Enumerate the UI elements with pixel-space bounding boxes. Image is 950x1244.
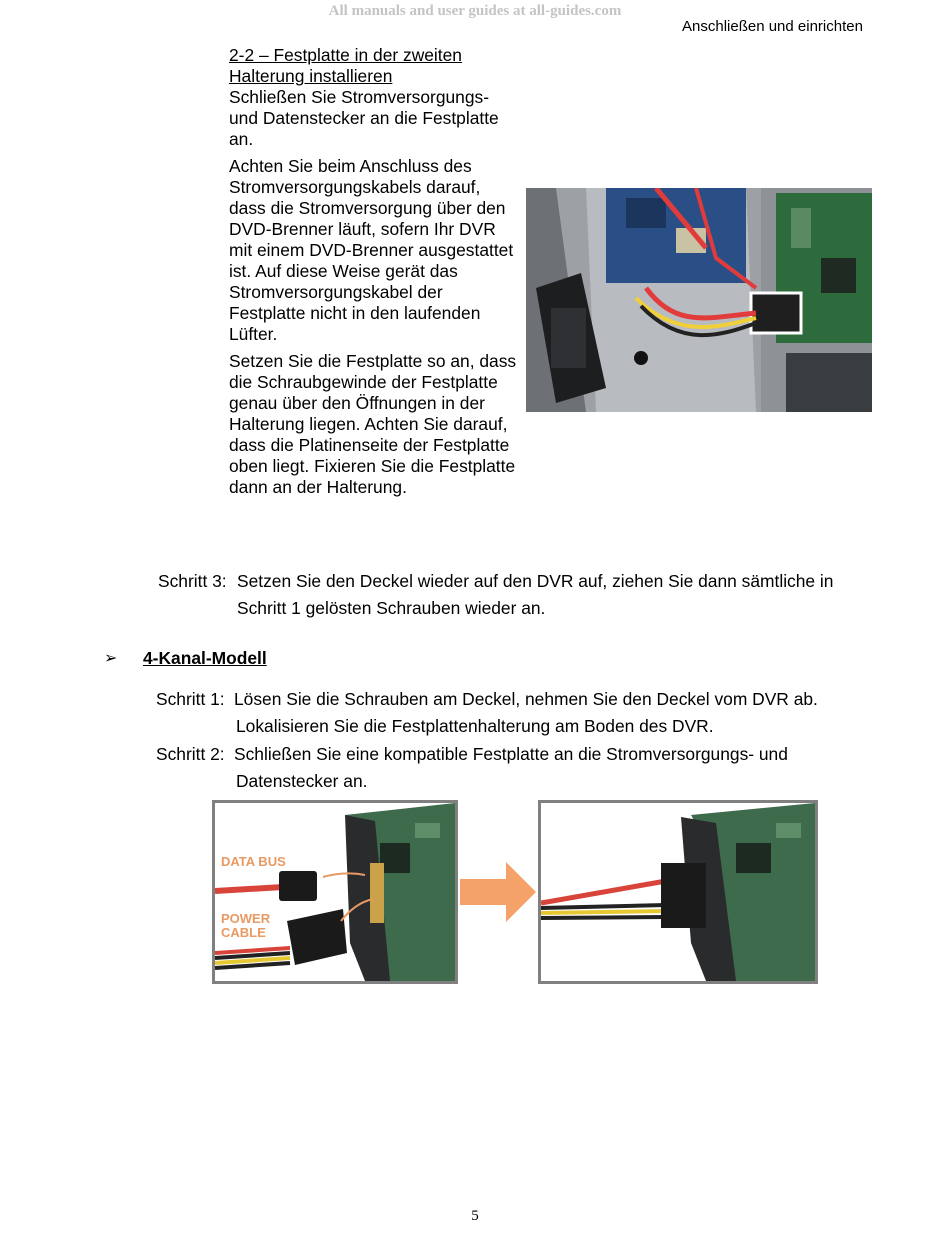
subsection-title-line2: Halterung installieren xyxy=(229,66,393,86)
hdd-cables-illustration xyxy=(215,803,455,981)
step-3-line2: Schritt 1 gelösten Schrauben wieder an. xyxy=(237,598,546,618)
kanal-step-2-line1: Schließen Sie eine kompatible Festplatte an die Stromversorgungs- und xyxy=(234,744,788,764)
intro-paragraph-3: Setzen Sie die Festplatte so an, dass die Schraubgewinde der Festplatte genau über den Öffnungen in der Halterung liegen. Achten Sie darauf, dass die Platinenseite der Festplatte oben liegt. Fixieren Sie die Festplatte dann an der Halterung. xyxy=(229,351,517,497)
running-header: Anschließen und einrichten xyxy=(682,18,863,35)
figure-before-connection xyxy=(212,800,458,984)
kanal-step-1-label: Schritt 1: xyxy=(156,689,225,709)
intro-paragraph-1: Schließen Sie Stromversorgungs- und Datenstecker an die Festplatte an. xyxy=(229,87,499,149)
watermark: All manuals and user guides at all-guides.com xyxy=(328,3,622,19)
kanal-step-1 xyxy=(156,686,876,742)
step-3 xyxy=(158,568,878,624)
subsection-title-line1: 2-2 – Festplatte in der zweiten xyxy=(229,45,462,65)
hdd-connected-illustration xyxy=(541,803,815,981)
kanal-step-2 xyxy=(156,741,876,797)
step-3-label: Schritt 3: xyxy=(158,571,227,591)
section-title: 4-Kanal-Modell xyxy=(143,648,267,668)
figure-after-connection xyxy=(538,800,818,984)
arrow-right-icon xyxy=(460,862,536,922)
dvr-interior-photo xyxy=(526,188,872,412)
page-number: 5 xyxy=(471,1208,479,1224)
kanal-step-1-line2: Lokalisieren Sie die Festplattenhalterung am Boden des DVR. xyxy=(236,716,714,736)
data-bus-label: DATA BUS xyxy=(221,854,286,869)
power-label-line2: CABLE xyxy=(221,925,266,940)
bullet-arrow-icon: ➢ xyxy=(104,650,118,667)
intro-paragraph-2: Achten Sie beim Anschluss des Stromversorgungskabels darauf, dass die Stromversorgung über den DVD-Brenner läuft, sofern Ihr DVR mit einem DVD-Brenner ausgestattet ist. Auf diese Weise gerät das Stromversorgungskabel der Festplatte nicht in den laufenden Lüfter. xyxy=(229,156,514,344)
kanal-step-2-line2: Datenstecker an. xyxy=(236,771,368,791)
intro-text-block xyxy=(229,45,519,504)
dvr-interior-illustration xyxy=(526,188,872,412)
power-label-line1: POWER xyxy=(221,911,271,926)
step-3-line1: Setzen Sie den Deckel wieder auf den DVR auf, ziehen Sie dann sämtliche in xyxy=(237,571,834,591)
kanal-step-2-label: Schritt 2: xyxy=(156,744,225,764)
kanal-step-1-line1: Lösen Sie die Schrauben am Deckel, nehmen Sie den Deckel vom DVR ab. xyxy=(234,689,818,709)
